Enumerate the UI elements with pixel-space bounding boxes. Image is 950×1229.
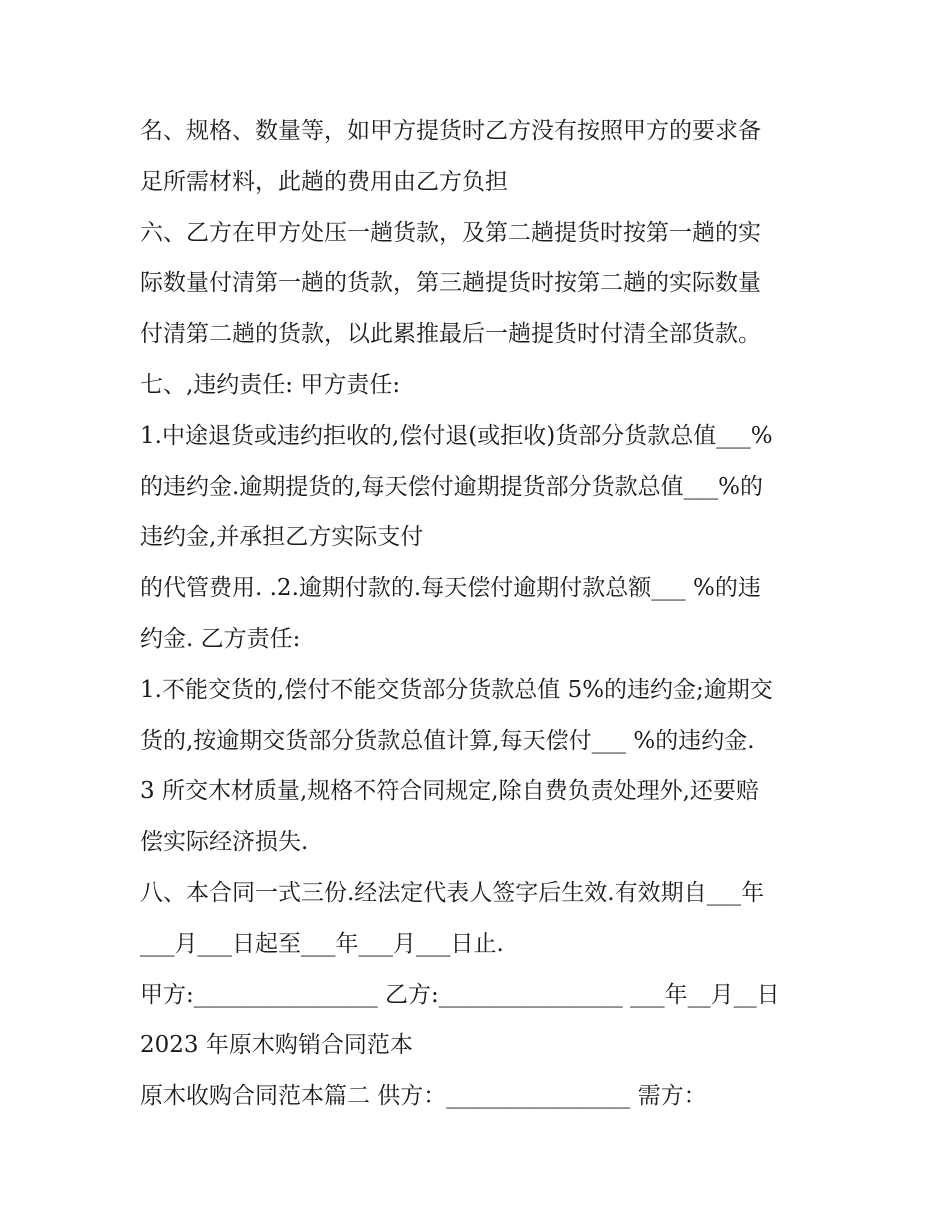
- text-line: 的代管费用. .2.逾期付款的.每天偿付逾期付款总额___ %的违: [140, 575, 761, 602]
- text-line: 八、本合同一式三份.经法定代表人签字后生效.有效期自___年: [140, 879, 765, 906]
- text-line: 3 所交木材质量,规格不符合同规定,除自费负责处理外,还要赔: [140, 778, 759, 805]
- text-line: 偿实际经济损失.: [140, 829, 309, 856]
- text-line: 际数量付清第一趟的货款，第三趟提货时按第二趟的实际数量: [140, 270, 761, 297]
- text-line: 付清第二趟的货款，以此累推最后一趟提货时付清全部货款。: [140, 321, 761, 348]
- text-line: 1.不能交货的,偿付不能交货部分货款总值 5%的违约金;逾期交: [140, 676, 773, 703]
- text-line: 违约金,并承担乙方实际支付: [140, 524, 424, 551]
- document-title: 2023 年原木购销合同范本: [140, 1032, 413, 1059]
- section-heading: 七、,违约责任: 甲方责任:: [140, 371, 401, 398]
- text-line: 的违约金.逾期提货的,每天偿付逾期提货部分货款总值___%的: [140, 473, 763, 500]
- document-page: [140, 106, 820, 1122]
- text-line: 约金. 乙方责任:: [140, 625, 301, 652]
- text-line: 六、乙方在甲方处压一趟货款，及第二趟提货时按第一趟的实: [140, 219, 761, 246]
- text-line: 货的,按逾期交货部分货款总值计算,每天偿付___ %的违约金.: [140, 727, 755, 754]
- text-line: 名、规格、数量等，如甲方提货时乙方没有按照甲方的要求备: [140, 118, 761, 144]
- text-line: 足所需材料，此趟的费用由乙方负担: [140, 168, 508, 195]
- text-line: 原木收购合同范本篇二 供方：________________ 需方：: [140, 1083, 707, 1110]
- signature-line: 甲方:________________ 乙方:________________ ___年__月__日: [140, 981, 780, 1008]
- text-line: 1.中途退货或违约拒收的,偿付退(或拒收)货部分货款总值___%: [140, 422, 773, 449]
- text-line: ___月___日起至___年___月___日止.: [140, 930, 504, 957]
